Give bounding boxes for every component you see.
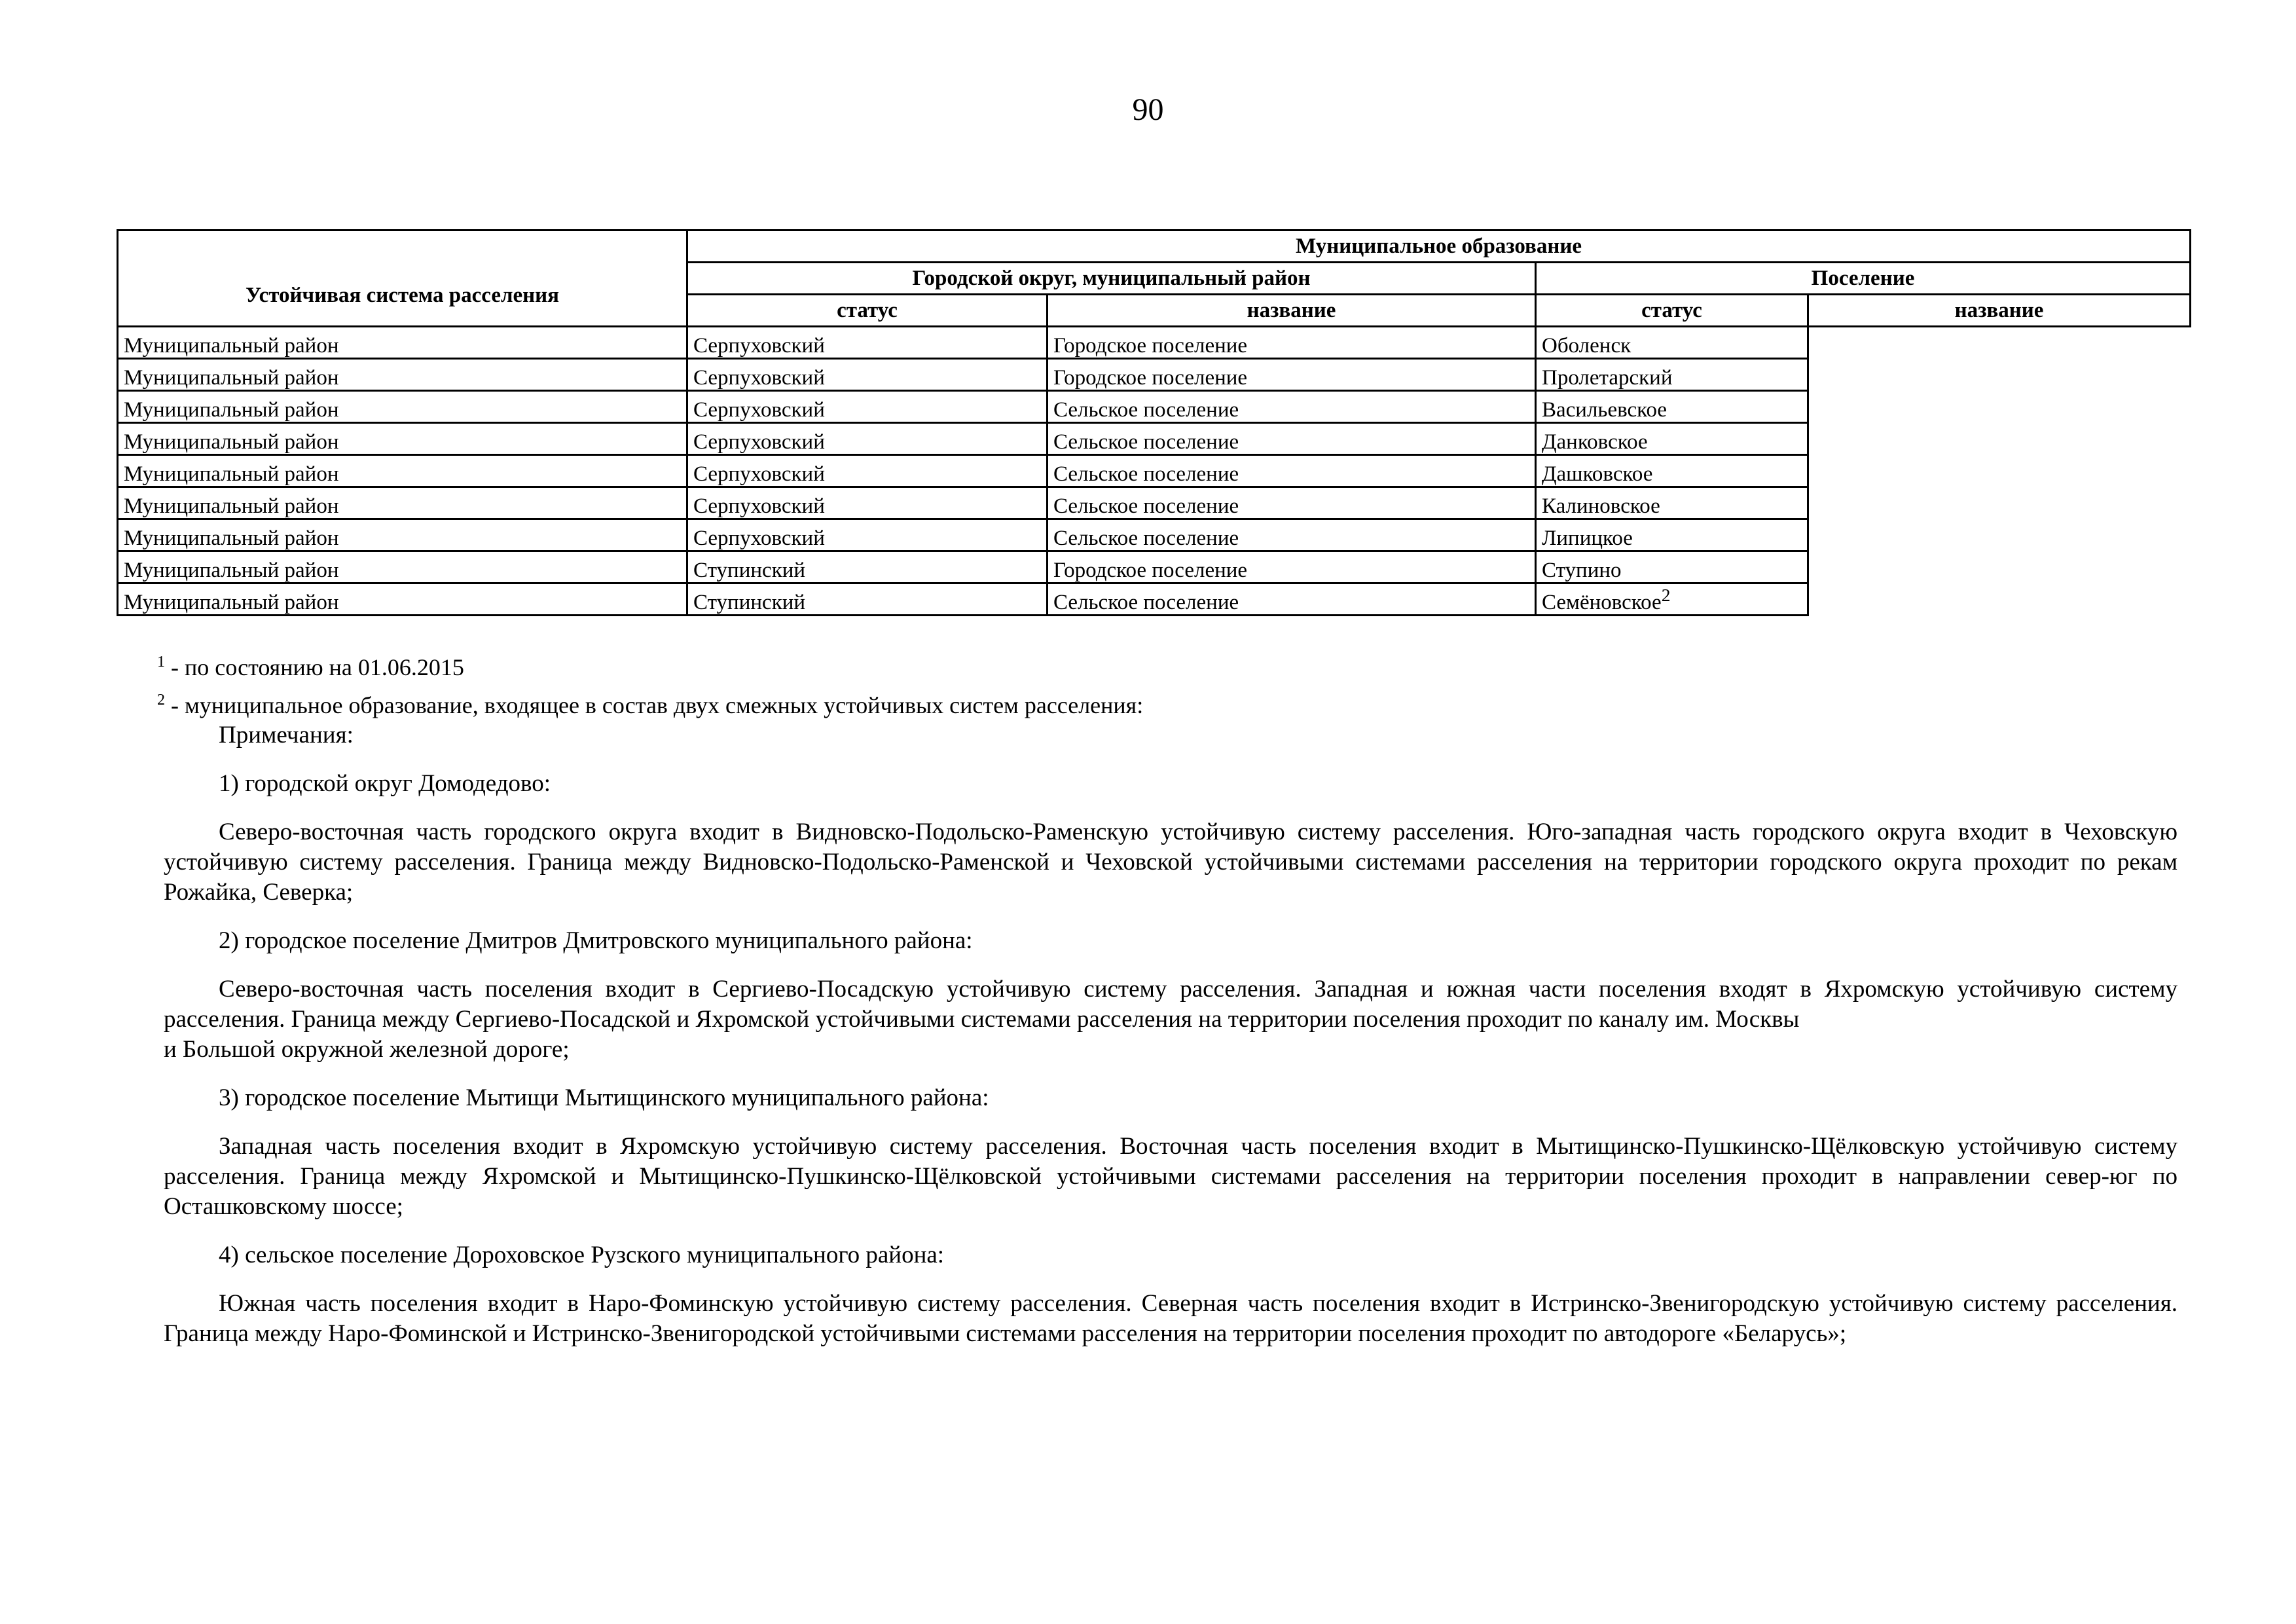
settlement-status-cell: Городское поселение [1048,359,1536,391]
footnote-mark: 2 [157,692,165,709]
settlement-name-cell [1536,359,1808,391]
settlement-status-cell: Сельское поселение [1048,423,1536,455]
settlement-name: Семёновское [1542,590,1662,614]
district-name-cell: Серпуховский [687,519,1048,551]
district-status-cell: Муниципальный район [118,551,687,583]
page-number: 90 [1132,92,1164,127]
settlement-name: Калиновское [1542,494,1660,518]
table-row [118,551,2191,583]
note-1-title: 1) городской округ Домодедово: [219,770,551,797]
settlement-name: Данковское [1542,430,1648,454]
note-3-title: 3) городское поселение Мытищи Мытищинского муниципального района: [219,1084,989,1111]
footnote-1 [157,646,1143,684]
footnote-mark: 1 [157,654,165,671]
settlement-name: Васильевское [1542,397,1667,422]
settlement-status-cell: Сельское поселение [1048,455,1536,487]
footnote-2 [157,684,1143,722]
settlement-name: Пролетарский [1542,365,1673,390]
note-2-text-a: Северо-восточная часть поселения входит в Сергиево-Посадскую устойчивую систему расселения. Западная и южная части поселения входят в Яхромскую устойчивую систему расселения. Граница между Сергиево-Посадской и Яхромской устойчивыми системами расселения на территории поселения проходит по каналу им. Москвы [164,976,2178,1033]
district-name-cell: Ступинский [687,551,1048,583]
district-status-header: статус [687,295,1048,327]
settlement-name: Оболенск [1542,333,1631,358]
district-name-header: название [1048,295,1536,327]
table-row [118,423,2191,455]
settlement-status-cell: Городское поселение [1048,327,1536,359]
district-status-cell: Муниципальный район [118,519,687,551]
district-name-cell: Серпуховский [687,359,1048,391]
district-name-cell: Серпуховский [687,391,1048,423]
settlement-name: Липицкое [1542,526,1633,550]
settlement-name-cell [1536,327,1808,359]
note-2-title: 2) городское поселение Дмитров Дмитровского муниципального района: [219,927,973,954]
note-3-text: Западная часть поселения входит в Яхромскую устойчивую систему расселения. Восточная часть поселения входит в Мытищинско-Пушкинско-Щёлковскую устойчивую систему расселения. Граница между Яхромской и Мытищинско-Пушкинско-Щёлковской устойчивыми системами расселения на территории поселения проходит в направлении север-юг по Осташковскому шоссе; [164,1133,2178,1220]
note-2-text [164,974,2178,1065]
settlement-name-cell [1536,551,1808,583]
district-name-cell: Серпуховский [687,455,1048,487]
table-row [118,455,2191,487]
settlement-name: Дашковское [1542,462,1653,486]
note-1-text: Северо-восточная часть городского округа входит в Видновско-Подольско-Раменскую устойчивую систему расселения. Юго-западная часть городского округа входит в Чеховскую устойчивую систему расселения. Граница между Видновско-Подольско-Раменской и Чеховской устойчивыми системами расселения на территории городского округа проходит по рекам Рожайка, Северка; [164,819,2178,906]
settlement-table [117,229,2191,616]
settlement-name-cell [1536,487,1808,519]
settlement-name-cell [1536,583,1808,616]
district-name-cell: Серпуховский [687,487,1048,519]
district-name-cell: Серпуховский [687,327,1048,359]
district-status-cell: Муниципальный район [118,487,687,519]
system-header: Устойчивая система расселения [118,231,687,327]
note-4-text: Южная часть поселения входит в Наро-Фоминскую устойчивую систему расселения. Северная часть поселения входит в Истринско-Звенигородскую устойчивую систему расселения. Граница между Наро-Фоминской и Истринско-Звенигородской устойчивыми системами расселения на территории поселения проходит по автодороге «Беларусь»; [164,1290,2178,1347]
district-header: Городской округ, муниципальный район [687,263,1536,295]
table-row [118,519,2191,551]
district-status-cell: Муниципальный район [118,583,687,616]
district-status-cell: Муниципальный район [118,359,687,391]
district-status-cell: Муниципальный район [118,423,687,455]
table-row [118,391,2191,423]
footnotes [157,646,1143,722]
district-name-cell: Серпуховский [687,423,1048,455]
settlement-name-header: название [1808,295,2191,327]
district-status-cell: Муниципальный район [118,391,687,423]
settlement-status-cell: Сельское поселение [1048,391,1536,423]
footnote-text: - по состоянию на 01.06.2015 [165,654,464,680]
district-status-cell: Муниципальный район [118,455,687,487]
notes-section [164,720,2178,1367]
settlement-name-cell [1536,455,1808,487]
notes-heading: Примечания: [219,722,354,748]
settlement-status-cell: Городское поселение [1048,551,1536,583]
settlement-name-cell [1536,423,1808,455]
table-row [118,487,2191,519]
footnote-text: - муниципальное образование, входящее в состав двух смежных устойчивых систем расселения: [165,692,1144,718]
settlement-status-cell: Сельское поселение [1048,519,1536,551]
table-row [118,583,2191,616]
municipal-header: Муниципальное образование [687,231,2191,263]
note-4-title: 4) сельское поселение Дороховское Рузского муниципального района: [219,1242,945,1268]
settlement-header: Поселение [1536,263,2191,295]
settlement-name-cell [1536,519,1808,551]
settlement-name: Ступино [1542,558,1622,582]
table-row [118,327,2191,359]
settlement-name-cell [1536,391,1808,423]
settlement-status-cell: Сельское поселение [1048,487,1536,519]
district-name-cell: Ступинский [687,583,1048,616]
settlement-status-cell: Сельское поселение [1048,583,1536,616]
table-row [118,359,2191,391]
settlement-status-header: статус [1536,295,1808,327]
footnote-ref: 2 [1661,584,1671,605]
note-2-text-b: и Большой окружной железной дороге; [164,1036,570,1063]
district-status-cell: Муниципальный район [118,327,687,359]
